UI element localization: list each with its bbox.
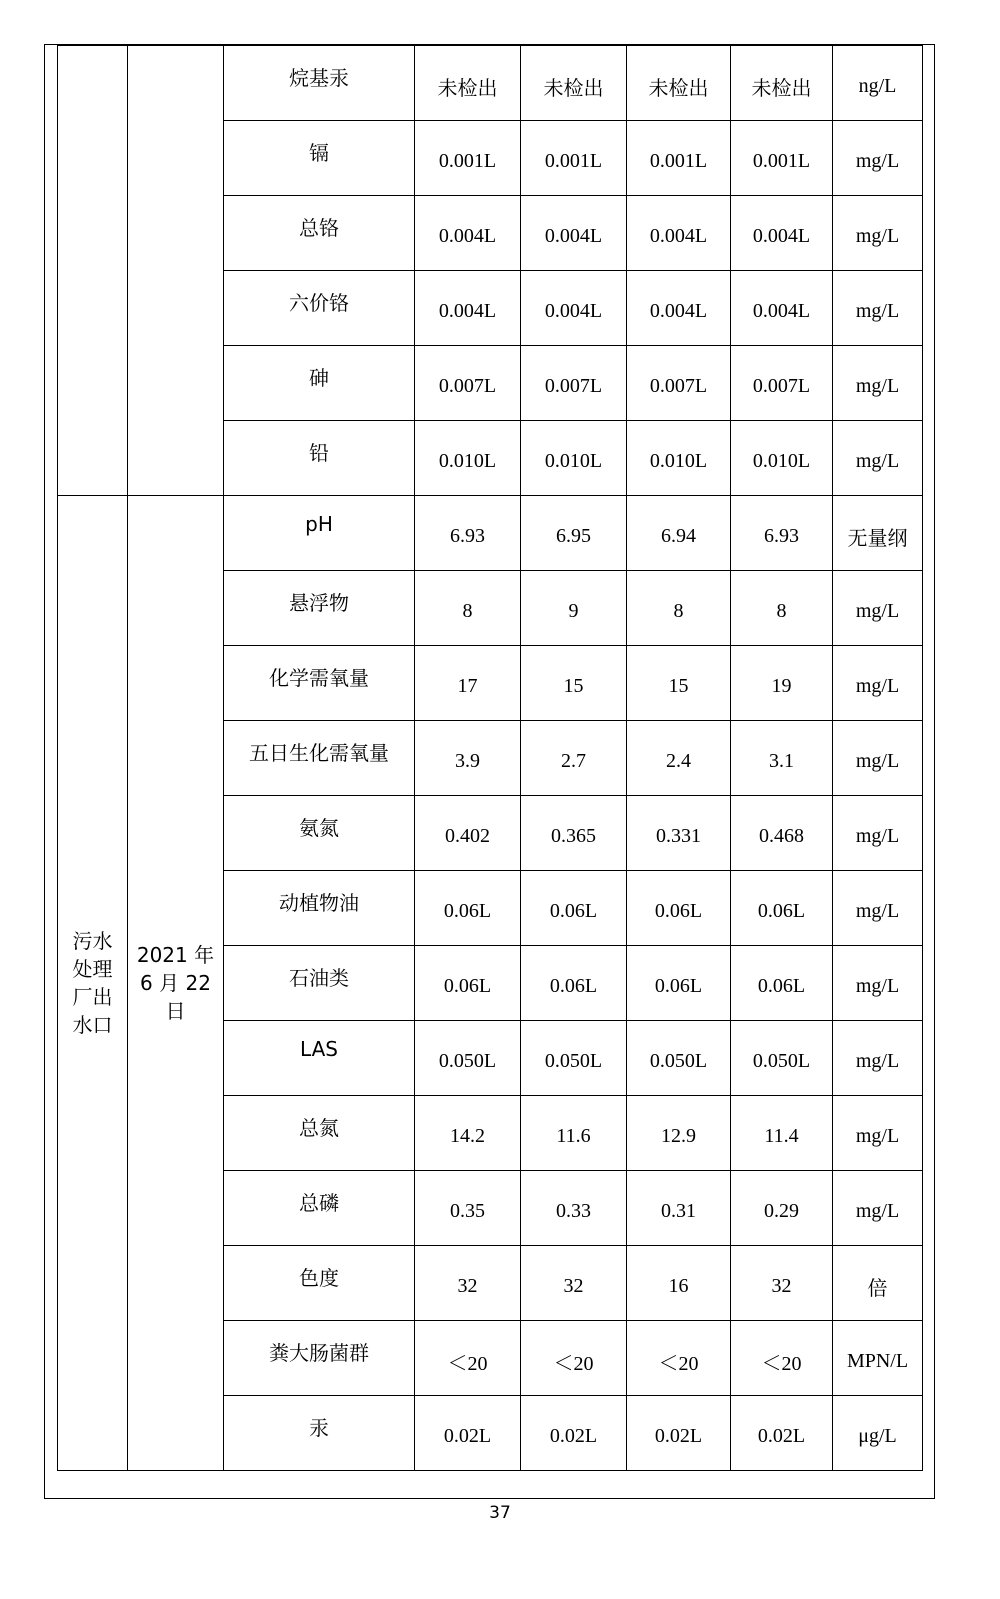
- measurement-value-cell: 未检出: [731, 46, 833, 121]
- measurement-value-cell: 32: [521, 1246, 627, 1321]
- parameter-name-cell: 悬浮物: [224, 571, 415, 646]
- measurement-value-cell: 9: [521, 571, 627, 646]
- measurement-value-cell: 0.06L: [731, 946, 833, 1021]
- measurement-value-cell: 16: [627, 1246, 731, 1321]
- measurement-value-cell: 0.001L: [415, 121, 521, 196]
- measurement-value-cell: 0.001L: [731, 121, 833, 196]
- parameter-name-cell: 铅: [224, 421, 415, 496]
- measurement-value-cell: 0.050L: [415, 1021, 521, 1096]
- measurement-value-cell: 0.007L: [731, 346, 833, 421]
- measurement-value-cell: 0.29: [731, 1171, 833, 1246]
- parameter-name-cell: 化学需氧量: [224, 646, 415, 721]
- measurement-value-cell: 0.050L: [731, 1021, 833, 1096]
- measurement-value-cell: 0.365: [521, 796, 627, 871]
- unit-cell: mg/L: [833, 721, 923, 796]
- unit-cell: 无量纲: [833, 496, 923, 571]
- measurement-value-cell: 0.331: [627, 796, 731, 871]
- unit-cell: MPN/L: [833, 1321, 923, 1396]
- measurement-value-cell: 0.06L: [521, 946, 627, 1021]
- measurement-value-cell: 0.007L: [415, 346, 521, 421]
- parameter-name-cell: 总磷: [224, 1171, 415, 1246]
- measurement-value-cell: 8: [415, 571, 521, 646]
- measurement-value-cell: 0.35: [415, 1171, 521, 1246]
- measurement-value-cell: 11.6: [521, 1096, 627, 1171]
- measurement-value-cell: 0.010L: [415, 421, 521, 496]
- measurement-value-cell: 6.93: [415, 496, 521, 571]
- unit-cell: mg/L: [833, 1096, 923, 1171]
- measurement-value-cell: 0.31: [627, 1171, 731, 1246]
- measurement-value-cell: 11.4: [731, 1096, 833, 1171]
- measurement-value-cell: 未检出: [521, 46, 627, 121]
- unit-cell: μg/L: [833, 1396, 923, 1471]
- date-line: 6 月 22: [140, 971, 211, 995]
- unit-cell: mg/L: [833, 796, 923, 871]
- measurement-value-cell: ＜20: [415, 1321, 521, 1396]
- unit-cell: 倍: [833, 1246, 923, 1321]
- unit-cell: mg/L: [833, 571, 923, 646]
- location-line: 污水: [72, 929, 113, 953]
- unit-cell: mg/L: [833, 1171, 923, 1246]
- unit-cell: mg/L: [833, 871, 923, 946]
- parameter-name-cell: 砷: [224, 346, 415, 421]
- measurement-value-cell: 0.010L: [731, 421, 833, 496]
- location-line: 处理: [72, 957, 113, 981]
- date-line: 日: [165, 999, 186, 1023]
- table-row: [58, 496, 923, 571]
- parameter-name-cell: 总铬: [224, 196, 415, 271]
- parameter-name-cell: 汞: [224, 1396, 415, 1471]
- measurement-value-cell: 未检出: [627, 46, 731, 121]
- measurement-value-cell: 0.33: [521, 1171, 627, 1246]
- measurement-value-cell: 0.001L: [627, 121, 731, 196]
- measurement-value-cell: 0.007L: [627, 346, 731, 421]
- measurement-value-cell: 3.9: [415, 721, 521, 796]
- unit-cell: mg/L: [833, 646, 923, 721]
- measurement-value-cell: 6.94: [627, 496, 731, 571]
- measurement-value-cell: 8: [627, 571, 731, 646]
- measurement-value-cell: 0.004L: [627, 196, 731, 271]
- measurement-value-cell: 0.001L: [521, 121, 627, 196]
- unit-cell: mg/L: [833, 1021, 923, 1096]
- parameter-name-cell: pH: [224, 496, 415, 571]
- measurement-value-cell: 0.010L: [627, 421, 731, 496]
- measurement-value-cell: 0.004L: [415, 196, 521, 271]
- monitoring-results-table: [57, 45, 923, 1471]
- measurement-value-cell: 0.004L: [627, 271, 731, 346]
- measurement-value-cell: 0.06L: [521, 871, 627, 946]
- measurement-value-cell: 0.007L: [521, 346, 627, 421]
- parameter-name-cell: 色度: [224, 1246, 415, 1321]
- measurement-value-cell: 0.06L: [415, 871, 521, 946]
- measurement-value-cell: 2.7: [521, 721, 627, 796]
- measurement-value-cell: 0.06L: [627, 946, 731, 1021]
- monitoring-location-cell: [58, 496, 128, 1471]
- measurement-value-cell: 3.1: [731, 721, 833, 796]
- measurement-value-cell: 8: [731, 571, 833, 646]
- unit-cell: mg/L: [833, 121, 923, 196]
- measurement-value-cell: 14.2: [415, 1096, 521, 1171]
- parameter-name-cell: 烷基汞: [224, 46, 415, 121]
- parameter-name-cell: 动植物油: [224, 871, 415, 946]
- unit-cell: mg/L: [833, 346, 923, 421]
- measurement-value-cell: 0.402: [415, 796, 521, 871]
- measurement-value-cell: ＜20: [731, 1321, 833, 1396]
- parameter-name-cell: 粪大肠菌群: [224, 1321, 415, 1396]
- unit-cell: mg/L: [833, 271, 923, 346]
- measurement-value-cell: ＜20: [627, 1321, 731, 1396]
- measurement-value-cell: 未检出: [415, 46, 521, 121]
- measurement-value-cell: 2.4: [627, 721, 731, 796]
- measurement-value-cell: 0.06L: [627, 871, 731, 946]
- unit-cell: mg/L: [833, 196, 923, 271]
- measurement-value-cell: 6.93: [731, 496, 833, 571]
- monitoring-location-cell: [58, 46, 128, 496]
- location-line: 厂出: [72, 985, 113, 1009]
- measurement-value-cell: 12.9: [627, 1096, 731, 1171]
- measurement-value-cell: 0.050L: [627, 1021, 731, 1096]
- measurement-value-cell: 0.004L: [521, 196, 627, 271]
- parameter-name-cell: 石油类: [224, 946, 415, 1021]
- monitoring-date-cell: [128, 496, 224, 1471]
- parameter-name-cell: 镉: [224, 121, 415, 196]
- measurement-value-cell: 0.010L: [521, 421, 627, 496]
- measurement-value-cell: 0.004L: [521, 271, 627, 346]
- measurement-value-cell: 19: [731, 646, 833, 721]
- measurement-value-cell: 0.02L: [731, 1396, 833, 1471]
- measurement-value-cell: 0.004L: [731, 196, 833, 271]
- measurement-value-cell: 15: [521, 646, 627, 721]
- parameter-name-cell: 六价铬: [224, 271, 415, 346]
- table-row: [58, 46, 923, 121]
- measurement-value-cell: 32: [415, 1246, 521, 1321]
- date-line: 2021 年: [136, 943, 215, 967]
- unit-cell: mg/L: [833, 946, 923, 1021]
- measurement-value-cell: ＜20: [521, 1321, 627, 1396]
- monitoring-date-cell: [128, 46, 224, 496]
- measurement-value-cell: 0.02L: [415, 1396, 521, 1471]
- measurement-value-cell: 0.02L: [521, 1396, 627, 1471]
- location-line: 水口: [72, 1013, 113, 1037]
- measurement-value-cell: 17: [415, 646, 521, 721]
- measurement-value-cell: 0.468: [731, 796, 833, 871]
- measurement-value-cell: 6.95: [521, 496, 627, 571]
- measurement-value-cell: 15: [627, 646, 731, 721]
- measurement-value-cell: 0.02L: [627, 1396, 731, 1471]
- parameter-name-cell: 总氮: [224, 1096, 415, 1171]
- page-number: 37: [489, 1503, 511, 1523]
- measurement-value-cell: 0.004L: [731, 271, 833, 346]
- measurement-value-cell: 0.06L: [415, 946, 521, 1021]
- measurement-value-cell: 0.050L: [521, 1021, 627, 1096]
- parameter-name-cell: 五日生化需氧量: [224, 721, 415, 796]
- measurement-value-cell: 32: [731, 1246, 833, 1321]
- measurement-value-cell: 0.06L: [731, 871, 833, 946]
- parameter-name-cell: LAS: [224, 1021, 415, 1096]
- table-body: [58, 46, 923, 1471]
- parameter-name-cell: 氨氮: [224, 796, 415, 871]
- unit-cell: ng/L: [833, 46, 923, 121]
- measurement-value-cell: 0.004L: [415, 271, 521, 346]
- unit-cell: mg/L: [833, 421, 923, 496]
